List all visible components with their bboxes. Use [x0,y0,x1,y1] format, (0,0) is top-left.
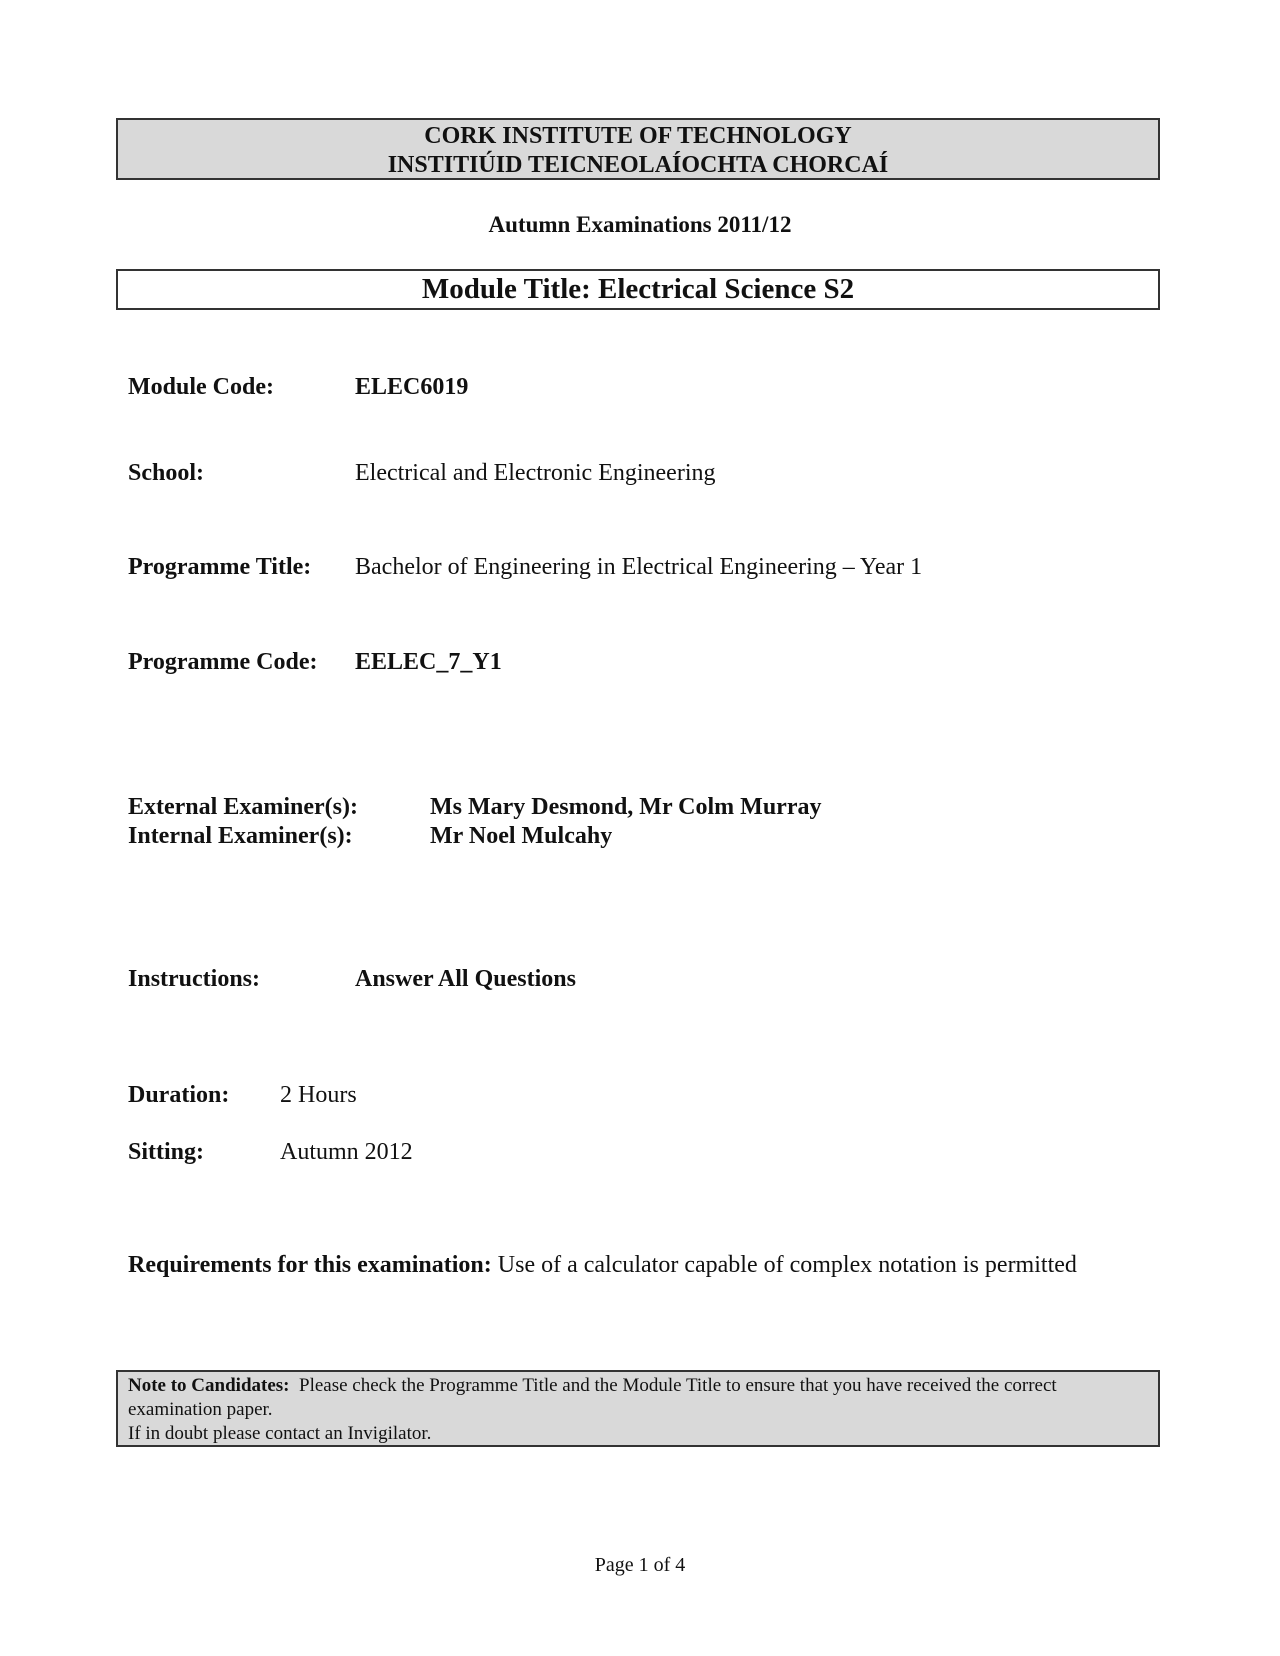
requirements-line [128,1252,1077,1279]
note-label: Note to Candidates: [128,1375,290,1396]
internal-examiners-value: Mr Noel Mulcahy [430,823,613,849]
page-number: Page 1 of 4 [594,1554,686,1576]
module-title: Module Title: Electrical Science S2 [421,273,855,305]
note-text: Please check the Programme Title and the Module Title to ensure that you have received the correct examination paper. [128,1375,1062,1420]
instructions-value: Answer All Questions [355,966,576,992]
external-examiners-label: External Examiner(s): [128,794,358,820]
module-code-value: ELEC6019 [355,374,469,400]
school-value: Electrical and Electronic Engineering [355,460,716,486]
module-code-label: Module Code: [128,374,274,400]
sitting-value: Autumn 2012 [280,1139,413,1165]
module-title-box [116,269,1160,310]
institute-header-box [116,118,1160,180]
institute-name-irish: INSTITIÚID TEICNEOLAÍOCHTA CHORCAÍ [387,152,889,178]
note-to-candidates-box [116,1370,1160,1447]
duration-label: Duration: [128,1082,230,1108]
note-second-line: If in doubt please contact an Invigilator. [128,1423,432,1444]
programme-title-label: Programme Title: [128,554,312,580]
requirements-value: Use of a calculator capable of complex notation is permitted [491,1252,1077,1278]
note-first-paragraph [128,1374,1148,1422]
sitting-label: Sitting: [128,1139,205,1165]
programme-code-value: EELEC_7_Y1 [355,649,502,675]
instructions-label: Instructions: [128,966,261,992]
institute-name-english: CORK INSTITUTE OF TECHNOLOGY [424,123,852,149]
programme-title-value: Bachelor of Engineering in Electrical Engineering – Year 1 [355,554,923,580]
programme-code-label: Programme Code: [128,649,318,675]
school-label: School: [128,460,205,486]
duration-value: 2 Hours [280,1082,357,1108]
internal-examiners-label: Internal Examiner(s): [128,823,353,849]
requirements-label: Requirements for this examination: [128,1252,492,1278]
external-examiners-value: Ms Mary Desmond, Mr Colm Murray [430,794,822,820]
exam-session: Autumn Examinations 2011/12 [488,212,792,237]
